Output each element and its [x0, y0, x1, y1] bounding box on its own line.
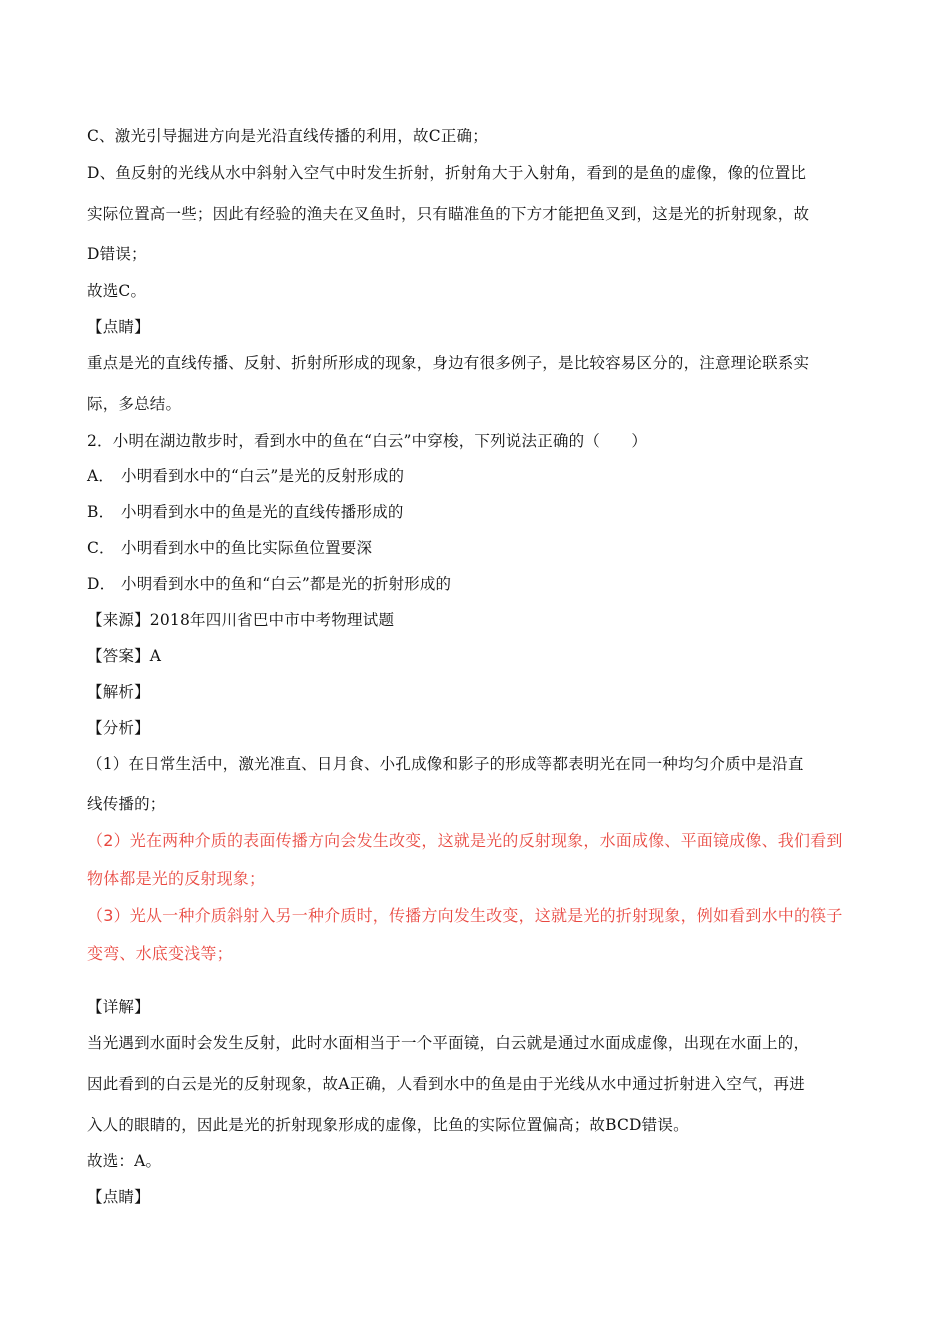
- jiexi-heading: 【解析】: [87, 683, 150, 701]
- analysis-2-line-2: 物体都是光的反射现象；: [87, 869, 266, 888]
- summary-line-1: 重点是光的直线传播、反射、折射所形成的现象，身边有很多例子，是比较容易区分的，注意理论联系实: [87, 354, 810, 372]
- detail-line-2: 因此看到的白云是光的反射现象，故A正确，人看到水中的鱼是由于光线从水中通过折射进入空气，再进: [87, 1075, 805, 1093]
- option-d: [87, 573, 877, 595]
- source-line: 【来源】2018年四川省巴中市中考物理试题: [87, 611, 395, 629]
- dianjing-heading-1: 【点睛】: [87, 318, 150, 336]
- option-a-text: 小明看到水中的“白云”是光的反射形成的: [121, 467, 405, 485]
- analysis-1-line-1: （1）在日常生活中，激光准直、日月食、小孔成像和影子的形成等都表明光在同一种均匀介质中是沿直: [87, 755, 804, 773]
- option-c-explanation: C、激光引导掘进方向是光沿直线传播的利用，故C正确；: [87, 127, 488, 145]
- option-d-explanation-1: D、鱼反射的光线从水中斜射入空气中时发生折射，折射角大于入射角，看到的是鱼的虚像，像的位置比: [87, 164, 807, 182]
- choice-statement-2: 故选：A。: [87, 1152, 162, 1170]
- option-a-letter: A．: [87, 467, 115, 485]
- xiangjie-heading: 【详解】: [87, 998, 150, 1016]
- analysis-1-line-2: 线传播的；: [87, 795, 166, 813]
- option-d-explanation-2: 实际位置高一些；因此有经验的渔夫在叉鱼时，只有瞄准鱼的下方才能把鱼叉到，这是光的折射现象，故: [87, 205, 810, 223]
- dianjing-heading-2: 【点睛】: [87, 1188, 150, 1206]
- option-b-text: 小明看到水中的鱼是光的直线传播形成的: [121, 503, 404, 521]
- option-c: [87, 537, 877, 559]
- choice-statement-1: 故选C。: [87, 282, 147, 300]
- option-a: [87, 465, 877, 487]
- option-d-text: 小明看到水中的鱼和“白云”都是光的折射形成的: [121, 575, 452, 593]
- option-d-explanation-3: D错误；: [87, 245, 147, 263]
- summary-line-2: 际，多总结。: [87, 395, 182, 413]
- analysis-3-line-2: 变弯、水底变浅等；: [87, 944, 233, 963]
- detail-line-1: 当光遇到水面时会发生反射，此时水面相当于一个平面镜，白云就是通过水面成虚像，出现在水面上的，: [87, 1034, 810, 1052]
- option-d-letter: D．: [87, 575, 116, 593]
- detail-line-3: 入人的眼睛的，因此是光的折射现象形成的虚像，比鱼的实际位置偏高；故BCD错误。: [87, 1116, 689, 1134]
- question-2: 2．小明在湖边散步时，看到水中的鱼在“白云”中穿梭，下列说法正确的（ ）: [87, 432, 648, 450]
- option-b: [87, 501, 877, 523]
- analysis-3-line-1: （3）光从一种介质斜射入另一种介质时，传播方向发生改变，这就是光的折射现象，例如看到水中的筷子: [87, 906, 843, 925]
- option-c-letter: C．: [87, 539, 115, 557]
- fenxi-heading: 【分析】: [87, 719, 150, 737]
- option-c-text: 小明看到水中的鱼比实际鱼位置要深: [121, 539, 373, 557]
- analysis-2-line-1: （2）光在两种介质的表面传播方向会发生改变，这就是光的反射现象，水面成像、平面镜成像、我们看到: [87, 831, 843, 850]
- answer-line: 【答案】A: [87, 647, 162, 665]
- option-b-letter: B．: [87, 503, 115, 521]
